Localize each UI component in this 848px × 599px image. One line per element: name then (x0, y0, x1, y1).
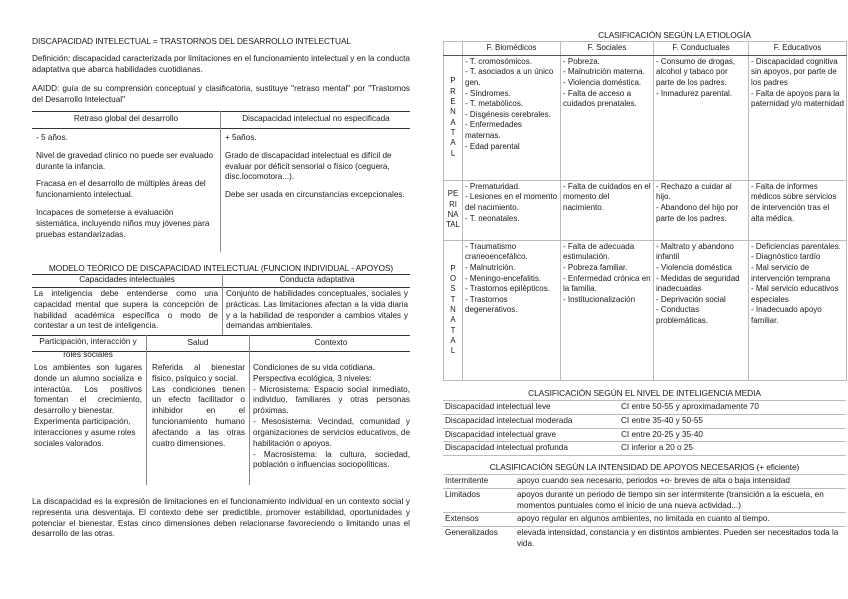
part-text-2: Experimenta participación, interacciones y asume roles sociales valorados. (34, 417, 136, 448)
table-row (443, 428, 846, 442)
nivel-table (443, 400, 846, 456)
etio-header: F. Conductuales (654, 42, 749, 56)
etiologia-title: CLASIFICACIÓN SEGÚN LA ETIOLOGÍA (598, 30, 751, 40)
comparison-col2 (225, 133, 407, 201)
comparison-col1-header: Retraso global del desarrollo (73, 114, 179, 123)
comparison-col2-header: Discapacidad intelectual no especificada (242, 114, 390, 123)
etio-cell: - Traumatismo craneoencefálico. - Malnutrición. - Meningo-encefalitis. - Trastornos epilépticos. - Trastornos degenerativos. (463, 240, 561, 380)
comparison-item: + 5años. (225, 133, 257, 142)
table-row (443, 527, 846, 551)
cond-header: Conducta adaptativa (279, 275, 355, 284)
ctx-line: - Mesosistema: Vecindad, comunidad y organizaciones de servicios educativos, de habilitación o apoyos. (253, 417, 410, 448)
comparison-item: Grado de discapacidad intelectual es difícil de evaluar por déficit sensorial o físico (ceguera, disc.locomotora...). (225, 150, 392, 182)
cap-header: Capacidades intelectuales (79, 275, 175, 284)
cond-text: Conjunto de habilidades conceptuales, sociales y prácticas. Las limitaciones afectan a la vida diaria y a la habilidad de responder a cambios vitales y demandas ambientales. (226, 289, 408, 331)
table-row (443, 401, 846, 415)
nivel-value: CI entre 35-40 y 50-55 (619, 414, 846, 428)
model-title: MODELO TEÓRICO DE DISCAPACIDAD INTELECTUAL (FUNCION INDIVIDUAL - APOYOS) (48, 263, 394, 273)
comparison-table (32, 111, 410, 252)
postnatal-row (444, 240, 847, 380)
etio-cell: - Falta de informes médicos sobre servicios de intervención tras el alta médica. (749, 180, 847, 240)
apoyo-label: Limitados (443, 488, 515, 513)
ctx-line: - Macrosistema: la cultura, sociedad, población o influencias sociopolíticas. (253, 449, 410, 470)
table-row (443, 475, 846, 489)
apoyo-value: apoyos durante un periodo de tiempo sin ser intermitente (transición a la escuela, en momentos puntuales como el inicio de una nueva actividad...) (515, 488, 846, 513)
nivel-label: Discapacidad intelectual grave (443, 428, 619, 442)
ctx-line: Perspectiva ecológica, 3 niveles: (253, 373, 372, 383)
salud-text: Referida al bienestar físico, psíquico y social. (152, 363, 245, 383)
salud-header: Salud (187, 338, 209, 347)
model-table (32, 274, 410, 490)
prenatal-row (444, 55, 847, 180)
apoyo-label: Intermitente (443, 475, 515, 489)
nivel-value: CI entre 50-55 y aproximadamente 70 (619, 401, 846, 415)
perinatal-row (444, 180, 847, 240)
row-label: P R E N A T A L (444, 55, 463, 180)
row-label: PE RI NA TAL (444, 180, 463, 240)
part-header: Participación, interacción y roles sociales (39, 337, 137, 359)
etio-header: F. Educativos (749, 42, 847, 56)
apoyo-value: elevada intensidad, constancia y en distintos ambientes. Pueden ser necesitados toda la vida. (515, 527, 846, 551)
etio-cell: - Falta de cuidados en el momento del nacimiento. (561, 180, 654, 240)
cap-text: La inteligencia debe entenderse como una capacidad mental que supera la concepción de habilidad académica específica o modo de contestar a un test de inteligencia. (34, 289, 218, 331)
comparison-item: Nivel de gravedad clínico no puede ser evaluado durante la infancia. (36, 150, 214, 171)
table-row (443, 414, 846, 428)
row-label: P O S T N A T A L (444, 240, 463, 380)
etio-cell: - Pobreza. - Malnutrición materna. - Violencia doméstica. - Falta de acceso a cuidados prenatales. (561, 55, 654, 180)
ctx-header: Contexto (314, 338, 348, 347)
definition-text: Definición: discapacidad caracterizada por limitaciones en el funcionamiento intelectual y en la conducta adaptativa que abarca habilidades cuotidianas. (32, 54, 410, 74)
comparison-item: - 5 años. (36, 133, 68, 142)
ctx-line: - Microsistema: Espacio social inmediato, individuo, familiares y otras personas próximas. (253, 384, 410, 416)
aaidd-text: AAIDD: guía de su comprensión conceptual y clasificatoria, sustituye "retraso mental" por "Trastornos del Desarrollo Intelectual" (32, 84, 410, 104)
etiologia-header-row (444, 42, 847, 56)
apoyo-label: Generalizados (443, 527, 515, 551)
salud-text-2: Las condiciones tienen un efecto facilitador o inhibidor en el funcionamiento humano afectando a las otras cuatro dimensiones. (152, 384, 245, 448)
part-text: Los ambientes son lugares donde un alumno socializa e interactúa. Los positivos fomentan el crecimiento, desarrollo y bienestar. (34, 363, 142, 416)
comparison-item: Incapaces de someterse a evaluación sistemática, incluyendo niños muy jóvenes para pruebas estandarizadas. (36, 208, 210, 239)
closing-text: La discapacidad es la expresión de limitaciones en el funcionamiento individual en un contexto social y representa una desventaja. El contexto debe ser predictible, promover estabilidad, oportunidades y potenciar el bienestar. Estas cinco dimensiones deben relacionarse favoreciendo o limitando unas el desarrollo de las otras. (32, 497, 410, 539)
main-title: DISCAPACIDAD INTELECTUAL = TRASTORNOS DEL DESARROLLO INTELECTUAL (32, 36, 351, 46)
apoyos-title: CLASIFICACIÓN SEGÚN LA INTENSIDAD DE APOYOS NECESARIOS (+ eficiente) (489, 462, 800, 472)
etio-header: F. Sociales (561, 42, 654, 56)
nivel-value: CI entre 20-25 y 35-40 (619, 428, 846, 442)
nivel-value: CI inferior a 20 o 25 (619, 442, 846, 456)
etio-cell: - Deficiencias parentales. - Diagnóstico tardío - Mal servicio de intervención temprana - Mal servicio educativos especiales - Inadecuado apoyo familiar. (749, 240, 847, 380)
nivel-label: Discapacidad intelectual moderada (443, 414, 619, 428)
apoyo-value: apoyo regular en algunos ambientes, no limitada en cuanto al tiempo. (515, 513, 846, 527)
comparison-col1 (36, 133, 214, 241)
table-row (443, 513, 846, 527)
apoyo-value: apoyo cuando sea necesario, periodos +o- breves de alta o baja intensidad (515, 475, 846, 489)
etio-header: F. Biomédicos (463, 42, 561, 56)
etiologia-table (443, 41, 847, 381)
table-row (443, 442, 846, 456)
etio-cell: - T. cromosómicos. - T. asociados a un único gen. - Síndromes. - T. metabólicos. - Disgénesis cerebrales. - Enfermedades maternas. - Edad parental (463, 55, 561, 180)
table-row (443, 488, 846, 513)
etio-cell: - Prematuridad. - Lesiones en el momento del nacimiento. - T. neonatales. (463, 180, 561, 240)
comparison-item: Fracasa en el desarrollo de múltiples áreas del funcionamiento intelectual. (36, 179, 206, 200)
apoyos-table (443, 474, 846, 551)
nivel-title: CLASIFICACIÓN SEGÚN EL NIVEL DE INTELIGENCIA MEDIA (528, 388, 761, 398)
part-cell (34, 363, 142, 450)
etio-cell: - Falta de adecuada estimulación. - Pobreza familiar. - Enfermedad crónica en la familia. - Institucionalización (561, 240, 654, 380)
apoyo-label: Extensos (443, 513, 515, 527)
ctx-cell (253, 363, 410, 471)
etio-cell: - Discapacidad cognitiva sin apoyos, por parte de los padres - Falta de apoyos para la paternidad y/o maternidad (749, 55, 847, 180)
etio-cell: - Consumo de drogas, alcohol y tabaco por parte de los padres. - Inmadurez parental. (654, 55, 749, 180)
etio-cell: - Maltrato y abandono infantil - Violencia doméstica - Medidas de seguridad inadecuadas - Deprivación social - Conductas problemáticas. (654, 240, 749, 380)
ctx-line: Condiciones de su vida cotidiana. (253, 363, 375, 372)
nivel-label: Discapacidad intelectual profunda (443, 442, 619, 456)
salud-cell (152, 363, 245, 450)
comparison-item: Debe ser usada en circunstancias excepcionales. (225, 190, 405, 200)
nivel-label: Discapacidad intelectual leve (443, 401, 619, 415)
etio-cell: - Rechazo a cuidar al hijo. - Abandono del hijo por parte de los padres. (654, 180, 749, 240)
